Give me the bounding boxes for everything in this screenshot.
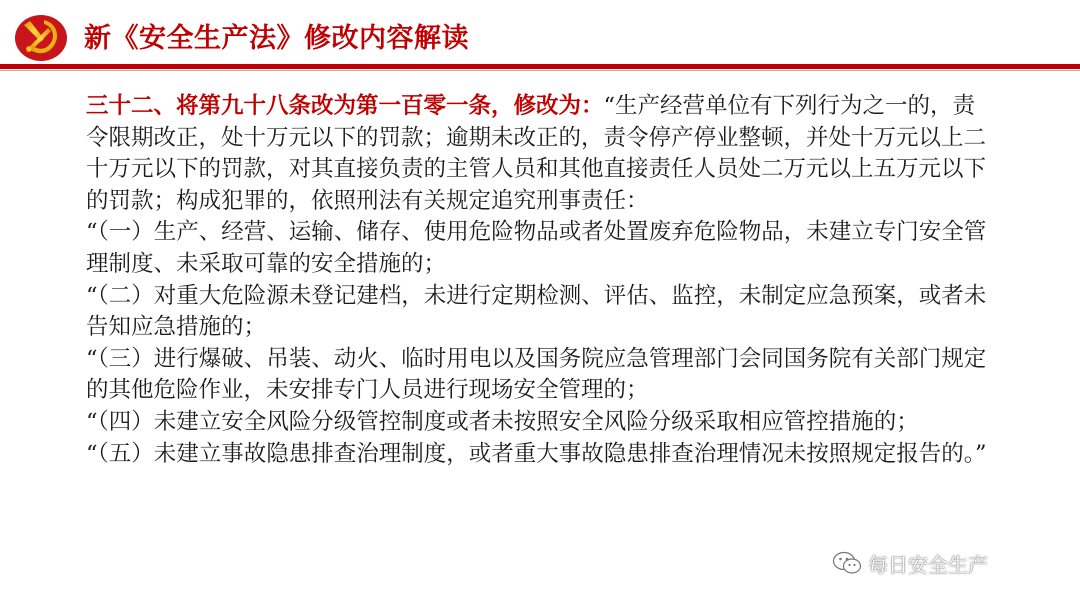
list-item: “（二）对重大危险源未登记建档，未进行定期检测、评估、监控，未制定应急预案，或者未告知应急措施的； [86,282,987,341]
watermark-text: 每日安全生产 [868,552,988,577]
slide-header [0,0,1080,72]
list-item: “（四）未建立安全风险分级管控制度或者未按照安全风险分级采取相应管控措施的； [86,408,919,435]
wechat-icon [832,550,862,576]
watermark [832,546,988,580]
slide-body [86,91,996,470]
header-divider-thin [0,70,1080,71]
slide-title: 新《安全生产法》修改内容解读 [84,23,469,54]
intro-heading: 三十二、将第九十八条改为第一百零一条，修改为： [86,93,604,119]
list-item: “（五）未建立事故隐患排查治理制度，或者重大事故隐患排查治理情况未按照规定报告的。” [86,440,987,467]
list-item: “（一）生产、经营、运输、储存、使用危险物品或者处置废弃危险物品，未建立专门安全管理制度、未采取可靠的安全措施的； [86,219,987,277]
header-divider [0,64,1080,69]
intro-text: “生产经营单位有下列行为之一的，责令限期改正，处十万元以下的罚款；逾期未改正的，责令停产停业整顿，并处十万元以上二十万元以下的罚款，对其直接负责的主管人员和其他直接责任人员处二万元以上五万元以下的罚款；构成犯罪的，依照刑法有关规定追究刑事责任： [86,93,987,214]
intro-paragraph [86,91,996,217]
list-item: “（三）进行爆破、吊装、动火、临时用电以及国务院应急管理部门会同国务院有关部门规定的其他危险作业，未安排专门人员进行现场安全管理的； [86,345,987,404]
party-emblem-icon [14,10,68,62]
